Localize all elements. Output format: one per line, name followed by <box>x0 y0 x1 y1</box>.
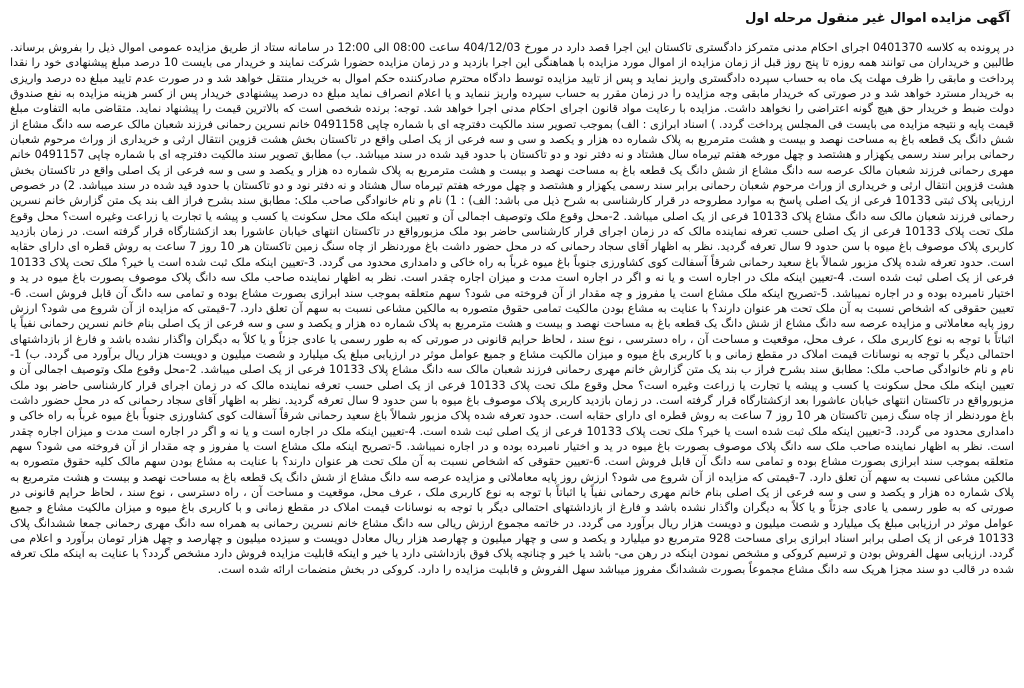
notice-body <box>10 40 1014 577</box>
notice-paragraph-alef: باشد: الف) : 1) نام و نام خانوادگی صاحب ملک: مطابق سند بشرح فراز الف بند یک متن گزارش خانم نسرین رحمانی فرزند شعبان مالک سه دانگ مشاع پلاک 10133 فرعی از یک اصلی میباشد. 2-محل وقوع ملک وتوصیف اجمالی آن و تعیین اینکه ملک محل سکونت یا کسب و پیشه یا تجارت یا زراعت وغیره است؟ محل وقوع ملک تحت پلاک 10133 فرعی از یک اصلی حسب تعرفه نماینده مالک که در زمان اجرای قرار کارشناسی حاضر بود ملک مزبورواقع در تاکستان انتهای خیابان عاشورا بعد ازکشتارگاه قرار گرفته است. در زمان بازدید کاربری پلاک موصوف باغ میوه با سن حدود 9 سال تعرفه گردید. نظر به اظهار آقای سجاد رحمانی که در محل حضور داشت باغ موردنظر از چاه سنگ زمین تاکستان هر 10 روز 7 ساعت به روش قطره ای دارای حقابه است. حدود تعرفه شده پلاک مزبور شمالاً باغ سعید رحمانی شرقاً آسفالت کوی کشاورزی جنوباً باغ میوه غرباً به راه خاکی و دامداری محدود می گردد. 3-تعیین اینکه ملک ثبت شده است یا خیر؟ ملک تحت پلاک 10133 فرعی از یک اصلی ثبت شده است. 4-تعیین اینکه ملک در اجاره است و یا نه و اگر در اجاره است مدت و میزان اجاره چقدر است. نظر به اظهار نماینده صاحب ملک سه دانگ پلاک موصوف بصورت باغ میوه در ید و اختیار نامبرده بوده و در اجاره نمیباشد. 5-تصریح اینکه ملک مشاع است یا مفروز و چه مقدار از آن فروخته می شود؟ سهم متعلقه بموجب سند ابرازی بصورت مشاع بوده و تمامی سه دانگ آن قابل فروش است. 6-تعیین حقوقی که اشخاص نسبت به آن ملک تحت هر عنوان دارند؟ با عنایت به مشاع بودن مالکیت تمامی حقوق متصوره به مالکین مشاعی نسبت به سهم آن تعلق دارد. 7-قیمتی که مزایده از آن شروع می شود؟ ارزش روز پایه معاملاتی و مزایده عرصه سه دانگ مشاع از شش دانگ یک قطعه باغ به مساحت نهصد و بیست و هشت مترمربع به پلاک شماره ده هزار و یکصد و سی و سه فرعی از یک اصلی بنام خانم نسرین رحمانی نفیاً یا اثباتاً با توجه به نوع کاربری ملک ، عرف محل، موقعیت و مساحت آن ، راه دسترسی ، نوع سند ، لحاظ حرایم قانونی در صورتی که به طور رسمی یا عادی جزئاً و یا کلاً به دیگران واگذار نشده باشد و فارغ از بازداشتهای احتمالی دیگر با توجه به نوسانات قیمت املاک در مقطع زمانی و با کاربری باغ میوه و میزان مالکیت مشاع و جمیع عوامل موثر در ارزیابی مبلغ یک میلیارد و شصت میلیون و دویست هزار ریال برآورد می <box>10 194 1014 361</box>
notice-paragraph-be: گردد. ب) 1- نام و نام خانوادگی صاحب ملک: مطابق سند بشرح فراز ب بند یک متن گزارش خانم مهری رحمانی فرزند شعبان مالک سه دانگ مشاع پلاک 10133 فرعی از یک اصلی میباشد. 2-محل وقوع ملک وتوصیف اجمالی آن و تعیین اینکه ملک محل سکونت یا کسب و پیشه یا تجارت یا زراعت وغیره است؟ محل وقوع ملک تحت پلاک 10133 فرعی از یک اصلی حسب تعرفه نماینده مالک که در زمان اجرای قرار کارشناسی حاضر بود ملک مزبورواقع در تاکستان انتهای خیابان عاشورا بعد ازکشتارگاه قرار گرفته است. در زمان بازدید کاربری پلاک موصوف باغ میوه با سن حدود 9 سال تعرفه گردید. نظر به اظهار آقای سجاد رحمانی که در محل حضور داشت باغ موردنظر از چاه سنگ زمین تاکستان هر 10 روز 7 ساعت به روش قطره ای دارای حقابه است. حدود تعرفه شده پلاک مزبور شمالاً باغ سعید رحمانی شرقاً آسفالت کوی کشاورزی جنوباً باغ میوه غرباً به راه خاکی و دامداری محدود می گردد. 3-تعیین اینکه ملک ثبت شده است یا خیر؟ ملک تحت پلاک 10133 فرعی از یک اصلی ثبت شده است. 4-تعیین اینکه ملک در اجاره است و یا نه و اگر در اجاره است مدت و میزان اجاره چقدر است. نظر به اظهار نماینده صاحب ملک سه دانگ پلاک موصوف بصورت باغ میوه در ید و اختیار نامبرده بوده و در اجاره نمیباشد. 5-تصریح اینکه ملک مشاع است یا مفروز و چه مقدار از آن فروخته می شود؟ سهم متعلقه بموجب سند ابرازی بصورت مشاع بوده و تمامی سه دانگ آن قابل فروش است. 6-تعیین حقوقی که اشخاص نسبت به آن ملک تحت هر عنوان دارند؟ با عنایت به مشاع بودن سهم مالک کلیه حقوق متصوره به مالکین مشاعی نسبت به سهم آن تعلق دارد. 7-قیمتی که مزایده از آن شروع می شود؟ ارزش روز پایه معاملاتی و مزایده عرصه سه دانگ مشاع از شش دانگ یک قطعه باغ به مساحت نهصد و بیست و هشت مترمربع به پلاک شماره ده هزار و یکصد و سی و سه فرعی از یک اصلی بنام خانم مهری رحمانی نفیاً یا اثباتاً با توجه به نوع کاربری ملک ، عرف محل، موقعیت و مساحت آن ، راه دسترسی ، نوع سند ، لحاظ حرایم قانونی در صورتی که به طور رسمی یا عادی جزئاً و یا کلاً به دیگران واگذار نشده باشد و فارغ از بازداشتهای احتمالی دیگر با توجه به نوسانات قیمت املاک در مقطع زمانی و با کاربری باغ میوه و میزان مالکیت مشاع و جمیع عوامل موثر در ارزیابی مبلغ یک میلیارد و شصت میلیون و دویست هزار ریال برآورد می <box>10 347 1014 530</box>
notice-paragraph-conclusion: گردد. در خاتمه مجموع ارزش ریالی سه دانگ مشاع خانم نسرین رحمانی به همراه سه دانگ مهری رحمانی جمعا ششدانگ پلاک 10133 فرعی از یک اصلی برابر اسناد ابرازی برای مساحت 928 مترمربع دو میلیارد و یکصد و سی و چهار میلیون و چهارصد هزار ریال معادل دویست و سیزده میلیون و چهارصد و چهل هزار تومان برآورد و اعلام می گردد. ارزیابی سهل الفروش بودن و ترسیم کروکی و مشخص نمودن اینکه در رهن می- باشد یا خیر و چنانچه پلاک فوق بازداشتی دارد یا خیر و اینکه قابلیت مزایده فروش دارد مشخص گردد؟ با عنایت به اینکه ملک تعرفه شده در قالب دو سند مجزا هریک سه دانگ مشاع مجموعاً بصورت ششدانگ مفروز میباشد سهل الفروش و قابلیت مزایده را دارد. کروکی در بخش منضمات ارائه شده است. <box>10 516 1014 576</box>
notice-paragraph-intro: در پرونده به کلاسه 0401370 اجرای احکام مدنی متمرکز دادگستری تاکستان این اجرا قصد دارد در مورخ 404/12/03 ساعت 08:00 الی 12:00 در سامانه ستاد از طریق مزایده عمومی اموال ذیل را بفروش برساند. طالبین و خریداران می توانند همه روزه تا پنج روز قبل از زمان مزایده از اموال مورد مزایده با هماهنگی این اجرا بازدید و در زمان مزایده حضورا شرکت نمایند و خریدار می بایست 10 درصد مبلغ پیشنهادی خود را نقدا پرداخت و مابقی را ظرف مهلت یک ماه به حساب سپرده دادگستری واریز نماید و پس از تایید مزایده توسط دادگاه محترم صادرکننده حکم اموال به خریدار منتقل خواهد شد و در صورت عدم تایید مبلغ ده درصد واریزی به خریدار مسترد خواهد شد و در صورتی که خریدار مابقی وجه مزایده را در زمان مقرر به حساب سپرده واریز ننماید و یا اعلام انصراف نماید مبلغ ده درصد پیشنهادی خریدار پس از کسر هزینه مزایده به نفع صندوق دولت ضبط و خریدار حق هیچ گونه اعتراضی را نخواهد داشت. مزایده با رعایت مواد قانون اجرای احکام مدنی اجرا خواهد شد. توجه: برنده شخصی است که بالاترین قیمت را پیشنهاد نماید. متقاضی مابه التفاوت مبلغ قیمت پایه و نتیجه مزایده می بایست فی المجلس پرداخت گردد. ) اسناد ابرازی : الف) بموجب تصویر سند مالکیت دفترچه ای با شماره چاپی 0491158 خانم نسرین رحمانی فرزند شعبان مالک عرصه سه دانگ مشاع از شش دانگ یک قطعه باغ به مساحت نهصد و بیست و هشت مترمربع به پلاک شماره ده هزار و یکصد و سی و سه فرعی از یک اصلی واقع در تاکستان بخش هشت قزوین انتقال ارثی و خریداری از وراث مرحوم شعبان رحمانی برابر سند رسمی یکهزار و هشتصد و چهل مورخه هفتم تیرماه سال هشتاد و نه دفتر نود و دو تاکستان با حدود قید شده در سند میباشد. ب) مطابق تصویر سند مالکیت دفترچه ای با شماره چاپی 0491157 خانم مهری رحمانی فرزند شعبان مالک عرصه سه دانگ مشاع از شش دانگ یک قطعه باغ به مساحت نهصد و بیست و هشت مترمربع به پلاک شماره ده هزار و یکصد و سی و سه فرعی از یک اصلی واقع در تاکستان بخش هشت قزوین انتقال ارثی و خریداری از وراث مرحوم شعبان رحمانی برابر سند رسمی یکهزار و هشتصد و چهل مورخه هفتم تیرماه سال هشتاد و نه دفتر نود و دو تاکستان با حدود قید شده در سند میباشد. 2) در خصوص ارزیابی پلاک ثبتی 10133 فرعی از یک اصلی پاسخ به موارد مطروحه در قرار کارشناسی به شرح ذیل می <box>10 41 1014 208</box>
notice-page <box>10 6 1014 684</box>
notice-title: آگهی مزایده اموال غیر منقول مرحله اول <box>745 11 1010 26</box>
